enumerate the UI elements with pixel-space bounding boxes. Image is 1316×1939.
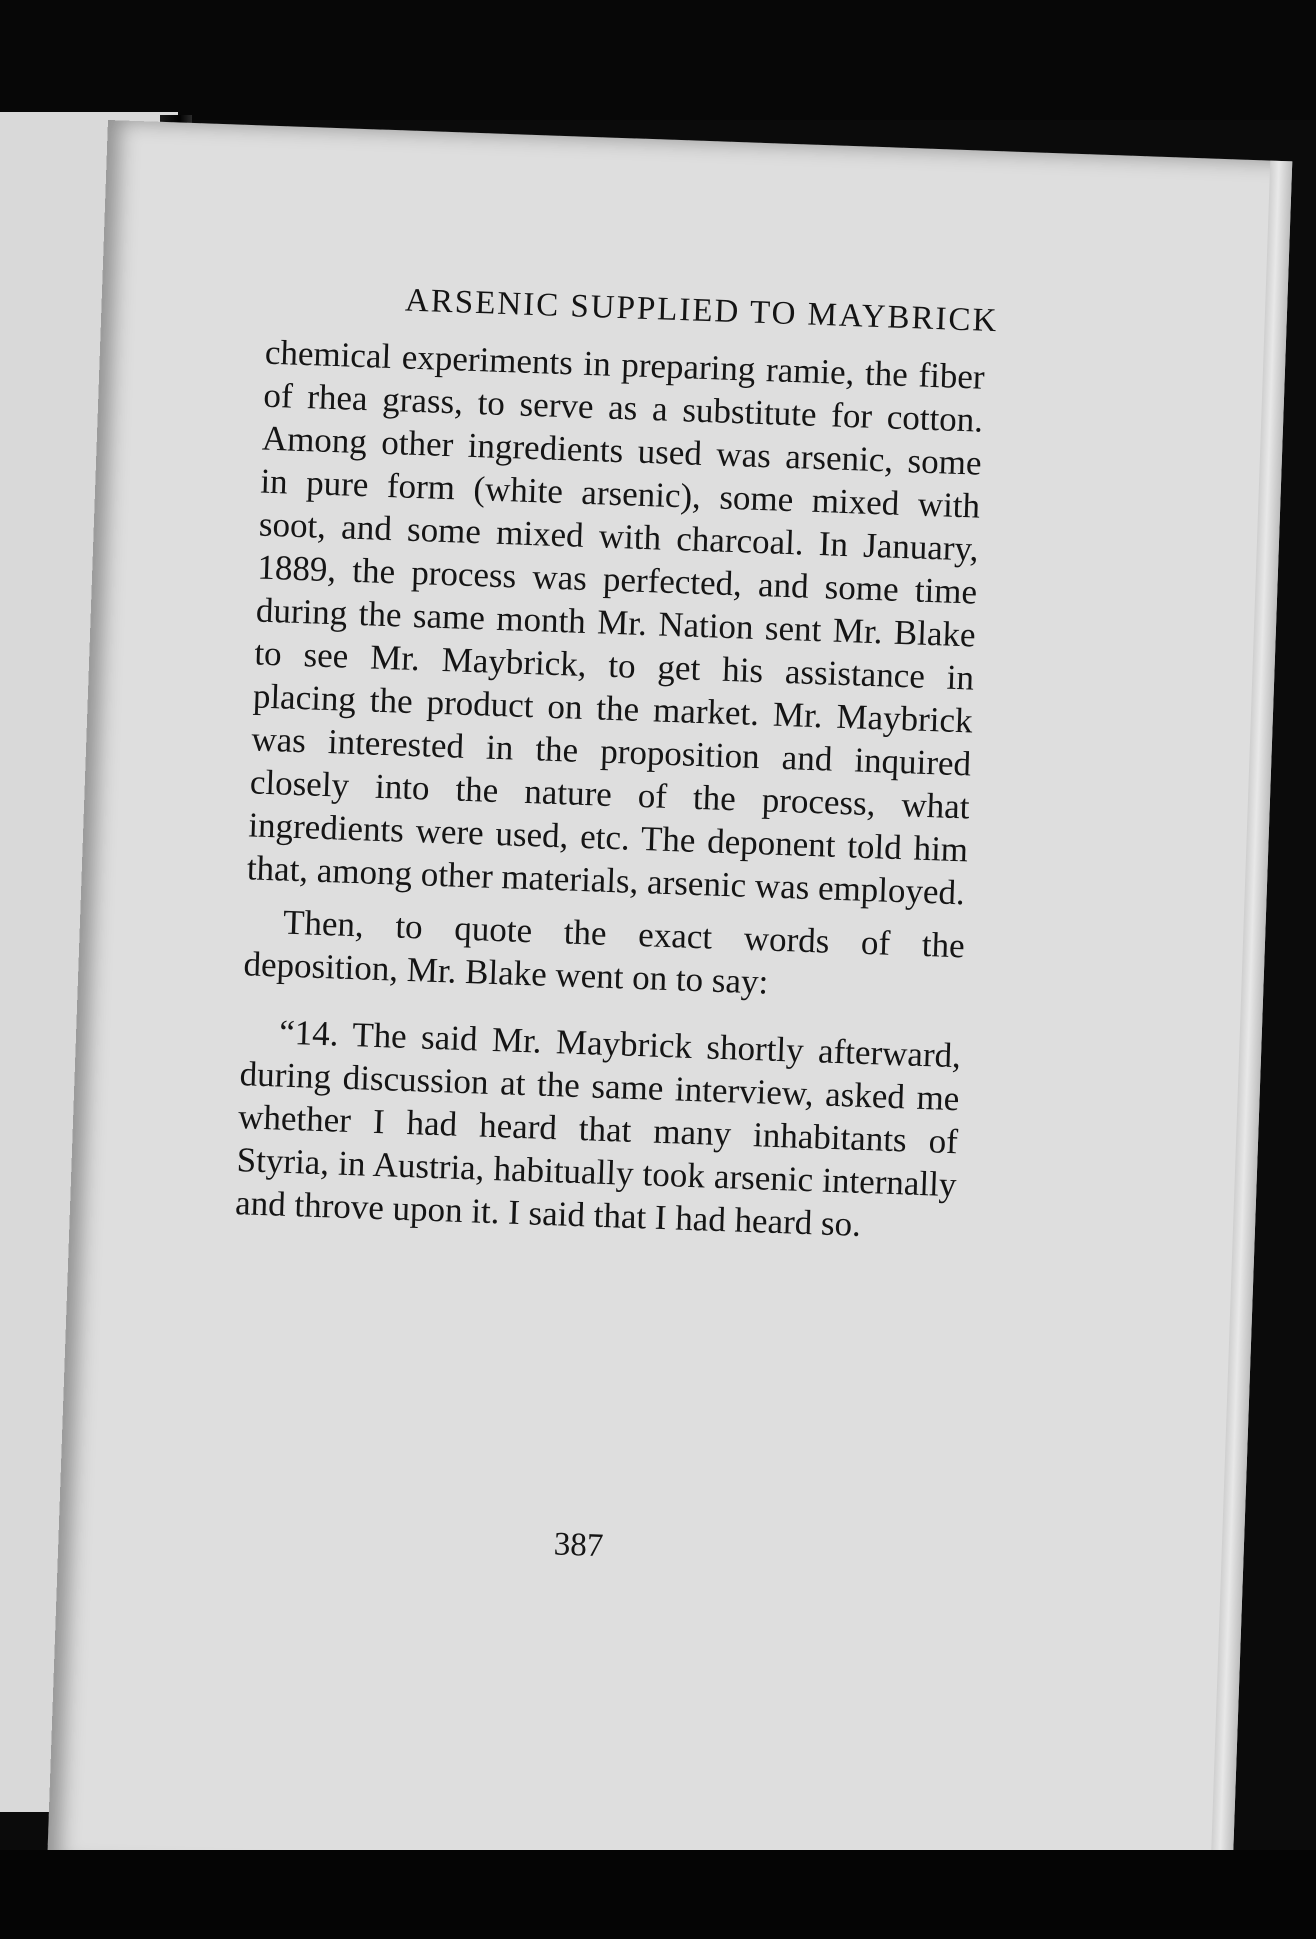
running-head: ARSENIC SUPPLIED TO MAYBRICK [404, 282, 999, 340]
scan-background-bottom [0, 1850, 1316, 1939]
page-number: 387 [553, 1526, 604, 1565]
scan-background-top [0, 0, 1316, 120]
quoted-paragraph: “14. The said Mr. Maybrick shortly afterward, during discussion at the same interview, asked me whether I had heard that many inhabitants of Styria, in Austria, habitually took arsenic internally and throve upon it. I said that I had heard so. [234, 1012, 962, 1244]
book-page [47, 120, 1292, 1905]
page-body-text [235, 331, 986, 1250]
paragraph: Then, to quote the exact words of the deposition, Mr. Blake went on to say: [242, 902, 966, 1002]
page-edge [1209, 161, 1292, 1906]
paragraph: chemical experiments in preparing ramie, the fiber of rhea grass, to serve as a substitute for cotton. Among other ingredients used was arsenic, some in pure form (white arsenic), some mixed with soot, and some mixed with charcoal. In January, 1889, the process was perfected, and some time during the same month Mr. Nation sent Mr. Blake to see Mr. Maybrick, to get his assistance in placing the product on the market. Mr. Maybrick was interested in the proposition and inquired closely into the nature of the process, what ingredients were used, etc. The deponent told him that, among other materials, arsenic was employed. [246, 332, 986, 913]
